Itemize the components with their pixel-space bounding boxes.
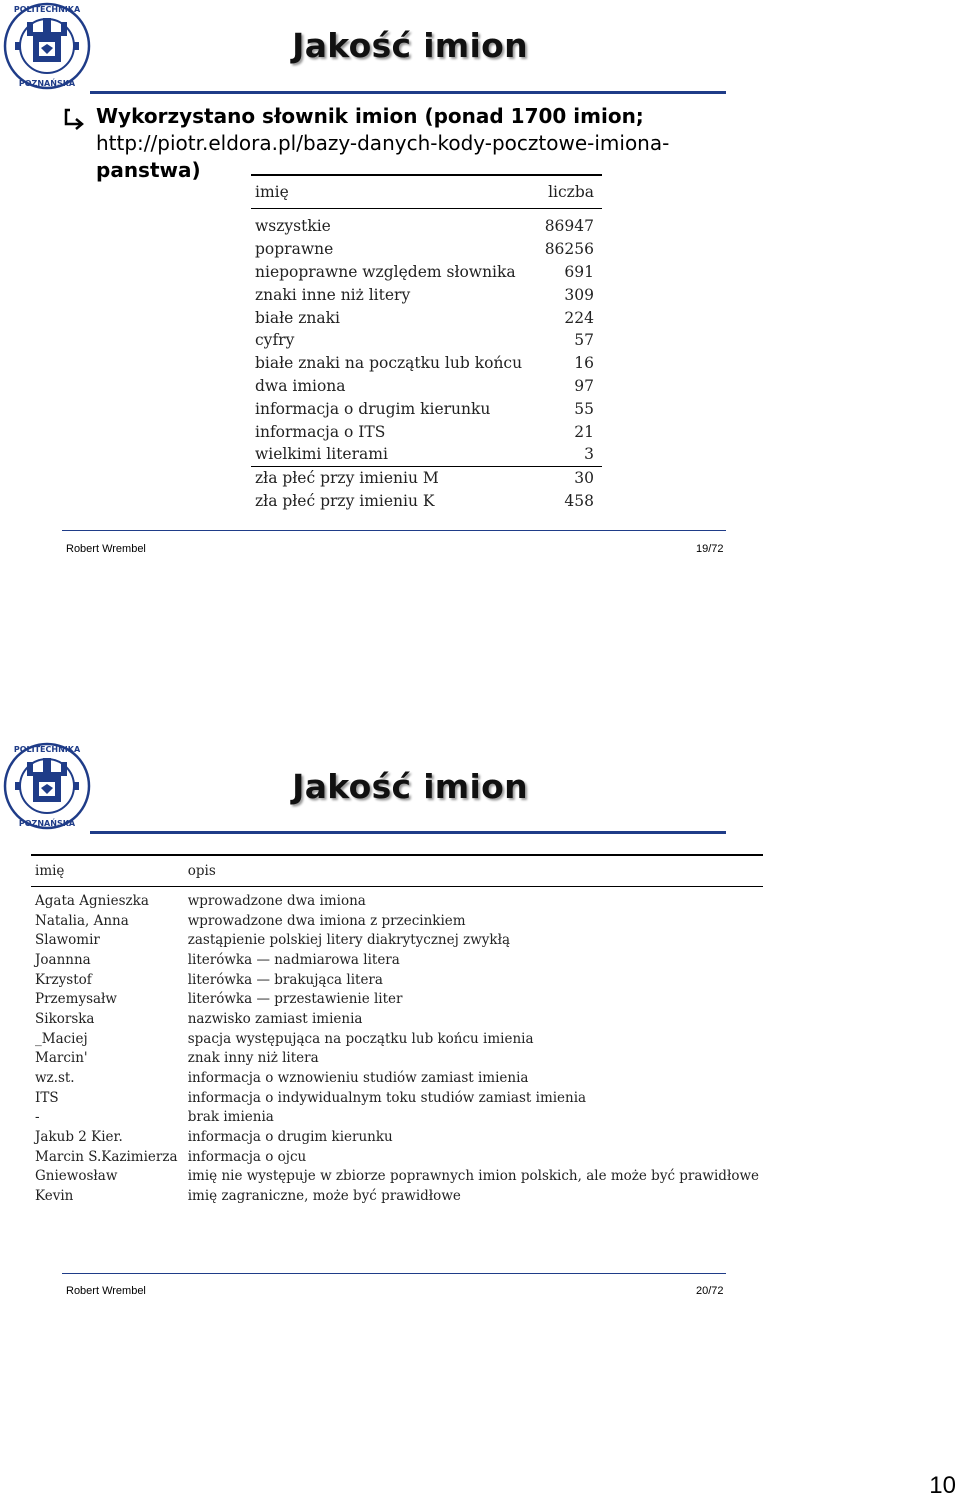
table-row <box>31 930 763 950</box>
table-row <box>31 1049 763 1069</box>
table-row <box>31 1186 763 1206</box>
title-underline <box>90 91 726 94</box>
row-description: nazwisko zamiast imienia <box>187 1010 363 1027</box>
table-row <box>31 1147 763 1167</box>
table-row <box>31 1127 763 1147</box>
politechnika-logo <box>3 742 91 830</box>
title-underline <box>90 831 726 834</box>
row-description: spacja występująca na początku lub końcu imienia <box>187 1030 534 1047</box>
row-description: imię zagraniczne, może być prawidłowe <box>187 1188 461 1205</box>
footer-author: Robert Wrembel <box>66 1285 146 1297</box>
row-name: Joannna <box>35 951 91 968</box>
table-row <box>251 238 602 261</box>
column-header-name: imię <box>31 855 184 887</box>
row-name: ITS <box>35 1089 59 1106</box>
row-name: Marcin' <box>35 1050 88 1067</box>
row-name: Krzystof <box>35 971 92 988</box>
row-description: zastąpienie polskiej litery diakrytycznej zwykłą <box>187 932 510 949</box>
row-name: Agata Agnieszka <box>35 892 149 909</box>
table-row <box>251 306 602 329</box>
table-row <box>251 420 602 443</box>
row-name: Gniewosław <box>35 1168 118 1185</box>
table-row <box>31 1088 763 1108</box>
table-row <box>31 911 763 931</box>
row-label: niepoprawne względem słownika <box>255 262 516 281</box>
table-row <box>31 1167 763 1187</box>
row-label: białe znaki <box>255 308 340 327</box>
column-header-count: liczba <box>539 175 602 209</box>
row-description: znak inny niż litera <box>187 1050 319 1067</box>
table-row <box>31 1029 763 1049</box>
row-description: wprowadzone dwa imiona z przecinkiem <box>187 912 466 929</box>
row-name: Kevin <box>35 1188 74 1205</box>
svg-text:POLITECHNIKA: POLITECHNIKA <box>13 5 81 14</box>
row-description: informacja o ojcu <box>187 1148 307 1165</box>
table-row <box>251 466 602 489</box>
handout-page-number: 10 <box>929 1472 956 1499</box>
row-description: imię nie występuje w zbiorze poprawnych imion polskich, ale może być prawidłowe <box>187 1168 759 1185</box>
slide-title: Jakość imion <box>292 767 528 806</box>
bullet-text-line-1: Wykorzystano słownik imion (ponad 1700 imion; <box>96 104 644 128</box>
arrow-bullet-icon <box>62 104 90 132</box>
row-value: 691 <box>564 262 594 281</box>
row-value: 57 <box>574 331 594 350</box>
row-label: informacja o drugim kierunku <box>255 399 491 418</box>
table-row <box>251 352 602 375</box>
row-name: - <box>35 1109 40 1126</box>
row-name: Sikorska <box>35 1010 95 1027</box>
row-label: białe znaki na początku lub końcu <box>255 354 523 373</box>
row-value: 86947 <box>544 217 594 236</box>
row-value: 86256 <box>544 240 594 259</box>
row-value: 224 <box>564 308 594 327</box>
row-name: _Maciej <box>35 1030 88 1047</box>
row-description: literówka — przestawienie liter <box>187 991 403 1008</box>
row-label: cyfry <box>255 331 295 350</box>
row-description: wprowadzone dwa imiona <box>187 892 366 909</box>
row-label: zła płeć przy imieniu K <box>255 491 435 510</box>
row-value: 309 <box>564 285 594 304</box>
table-row <box>31 1009 763 1029</box>
table-row <box>251 283 602 306</box>
row-name: Jakub 2 Kier. <box>35 1129 123 1146</box>
row-name: Przemysałw <box>35 991 117 1008</box>
row-name: Slawomir <box>35 932 100 949</box>
name-error-examples-table <box>31 854 763 1206</box>
row-value: 55 <box>574 399 594 418</box>
row-name: wz.st. <box>35 1070 75 1087</box>
row-name: Marcin S.Kazimierza <box>35 1148 178 1165</box>
table-row <box>251 261 602 284</box>
row-name: Natalia, Anna <box>35 912 129 929</box>
row-label: wielkimi literami <box>255 445 388 464</box>
row-description: informacja o wznowieniu studiów zamiast imienia <box>187 1070 529 1087</box>
row-label: znaki inne niż litery <box>255 285 411 304</box>
row-value: 21 <box>574 422 594 441</box>
row-description: literówka — brakująca litera <box>187 971 383 988</box>
table-row <box>31 887 763 911</box>
row-description: brak imienia <box>187 1109 274 1126</box>
table-row <box>31 950 763 970</box>
footer-divider <box>62 530 726 531</box>
table-row <box>251 443 602 466</box>
footer-slide-number: 19/72 <box>696 543 724 555</box>
table-row <box>31 1108 763 1128</box>
table-row <box>251 397 602 420</box>
table-row <box>31 1068 763 1088</box>
row-description: informacja o indywidualnym toku studiów zamiast imienia <box>187 1089 587 1106</box>
row-value: 3 <box>584 445 594 464</box>
row-value: 16 <box>574 354 594 373</box>
table-header-row <box>31 855 763 887</box>
row-description: literówka — nadmiarowa litera <box>187 951 400 968</box>
row-value: 30 <box>539 466 602 489</box>
column-header-description: opis <box>184 855 763 887</box>
bullet-text-line-3: panstwa) <box>96 158 201 182</box>
column-header-name: imię <box>251 175 539 209</box>
row-label: zła płeć przy imieniu M <box>251 466 539 489</box>
row-label: dwa imiona <box>255 376 346 395</box>
svg-text:POZNAŃSKA: POZNAŃSKA <box>18 819 76 828</box>
svg-text:POZNAŃSKA: POZNAŃSKA <box>18 79 76 88</box>
footer-slide-number: 20/72 <box>696 1285 724 1297</box>
table-header-row <box>251 175 602 209</box>
table-row <box>251 375 602 398</box>
politechnika-logo <box>3 2 91 90</box>
row-value: 458 <box>564 491 594 510</box>
row-label: wszystkie <box>255 217 331 236</box>
row-value: 97 <box>574 376 594 395</box>
row-label: poprawne <box>255 240 334 259</box>
source-url[interactable]: http://piotr.eldora.pl/bazy-danych-kody-pocztowe-imiona- <box>96 131 670 155</box>
footer-author: Robert Wrembel <box>66 543 146 555</box>
name-quality-stats-table <box>251 174 602 512</box>
slide-title: Jakość imion <box>292 26 528 65</box>
table-row <box>251 490 602 513</box>
table-row <box>251 329 602 352</box>
table-row <box>251 209 602 238</box>
table-row <box>31 970 763 990</box>
table-row <box>31 989 763 1009</box>
svg-text:POLITECHNIKA: POLITECHNIKA <box>13 745 81 754</box>
row-label: informacja o ITS <box>255 422 386 441</box>
footer-divider <box>62 1273 726 1274</box>
row-description: informacja o drugim kierunku <box>187 1129 393 1146</box>
